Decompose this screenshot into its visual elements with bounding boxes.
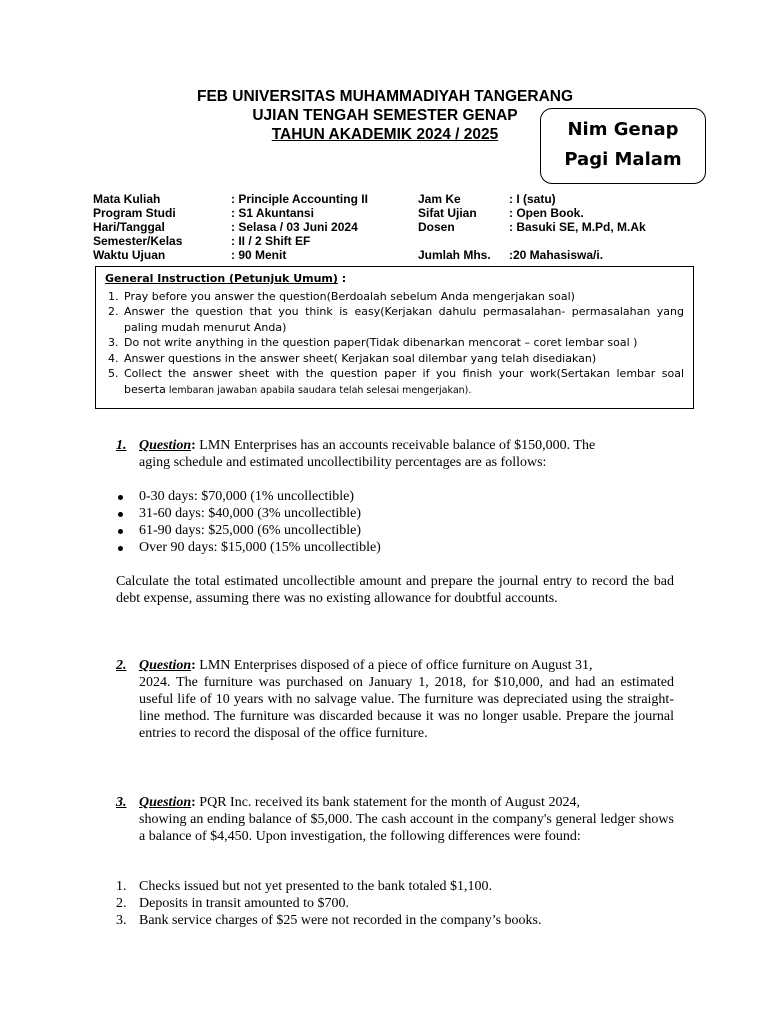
- question-text: LMN Enterprises disposed of a piece of office furniture on August 31,: [199, 658, 593, 673]
- instruction-item: [122, 366, 684, 398]
- list-item-text: Checks issued but not yet presented to the bank totaled $1,100.: [139, 879, 493, 894]
- question-text-cont: 2024. The furniture was purchased on January 1, 2018, for $10,000, and had an estimated useful life of 10 years with no salvage value. The furniture was depreciated using the straight-line method. The furniture was discarded because it was no longer usable. Prepare the journal entries to record the disposal of the office furniture.: [139, 675, 674, 741]
- instructions-title-colon: :: [337, 272, 347, 285]
- meta-value: : 90 Menit: [231, 248, 287, 262]
- question-2: 2. Question: LMN Enterprises disposed of a piece of office furniture on August 31, 2024. The furniture was purchased on January 1, 2018, for $10,000, and had an estimated useful life of 10 years with no salvage value. The furniture was depreciated using the straight-line method. The furniture was discarded because it was no longer usable. Prepare the journal entries to record the disposal of the office furniture.: [116, 658, 674, 741]
- question-1-task: Calculate the total estimated uncollectible amount and prepare the journal entry to record the bad debt expense, assuming there was no existing allowance for doubtful accounts.: [116, 574, 674, 606]
- meta-value: : II / 2 Shift EF: [231, 234, 311, 248]
- meta-value: : S1 Akuntansi: [231, 206, 314, 220]
- meta-value: : I (satu): [509, 192, 556, 206]
- list-item: [116, 895, 676, 912]
- question-text: PQR Inc. received its bank statement for the month of August 2024,: [199, 795, 580, 810]
- meta-label: Sifat Ujian: [418, 206, 477, 220]
- meta-label: Jumlah Mhs.: [418, 248, 491, 262]
- instruction-item: 1. Pray before you answer the question(Berdoalah sebelum Anda mengerjakan soal): [122, 289, 684, 305]
- question-text-cont: showing an ending balance of $5,000. The cash account in the company's general ledger shows a balance of $4,450. Upon investigation, the following differences were found:: [139, 812, 674, 844]
- instruction-item-small-text: lembaran jawaban apabila saudara telah selesai mengerjakan).: [165, 384, 472, 396]
- question-3: 3. Question: PQR Inc. received its bank statement for the month of August 2024, showing an ending balance of $5,000. The cash account in the company's general ledger shows a balance of $4,450. Upon investigation, the following differences were found:: [116, 795, 674, 844]
- question-label: Question: [139, 658, 192, 673]
- question-number: 3.: [116, 795, 127, 810]
- meta-label: Program Studi: [93, 206, 176, 220]
- list-item: [116, 878, 676, 895]
- academic-year: TAHUN AKADEMIK 2024 / 2025: [271, 126, 499, 143]
- nim-line1: Nim Genap: [567, 119, 679, 140]
- meta-label: Mata Kuliah: [93, 192, 161, 206]
- list-item: Over 90 days: $15,000 (15% uncollectible): [116, 539, 676, 556]
- aging-schedule-list: [116, 488, 676, 556]
- instruction-item-text: Collect the answer sheet with the question paper if you finish your work(Sertakan lembar soal beserta: [124, 367, 684, 396]
- meta-value: : Open Book.: [509, 206, 584, 220]
- list-item: 61-90 days: $25,000 (6% uncollectible): [116, 522, 676, 539]
- meta-label: Dosen: [418, 220, 455, 234]
- meta-label: Waktu Ujuan: [93, 248, 166, 262]
- meta-label: Semester/Kelas: [93, 234, 183, 248]
- instruction-item: 4. Answer questions in the answer sheet( Kerjakan soal dilembar yang telah disediakan): [122, 351, 684, 367]
- meta-row: [93, 206, 653, 220]
- meta-label: Jam Ke: [418, 192, 461, 206]
- list-item: 0-30 days: $70,000 (1% uncollectible): [116, 488, 676, 505]
- meta-value: : Basuki SE, M.Pd, M.Ak: [509, 220, 646, 234]
- exam-meta-table: [93, 192, 653, 262]
- list-item-number: 1.: [116, 879, 127, 894]
- list-item: 31-60 days: $40,000 (3% uncollectible): [116, 505, 676, 522]
- list-item-number: 3.: [116, 913, 127, 928]
- question-text: LMN Enterprises has an accounts receivable balance of $150,000. The: [199, 438, 596, 453]
- meta-row: [93, 192, 653, 206]
- general-instructions-box: [95, 266, 694, 409]
- university-title: FEB UNIVERSITAS MUHAMMADIYAH TANGERANG: [196, 88, 574, 105]
- meta-label: Hari/Tanggal: [93, 220, 165, 234]
- meta-row: [93, 248, 653, 262]
- meta-row: [93, 234, 653, 248]
- list-item-text: Deposits in transit amounted to $700.: [139, 896, 349, 911]
- list-item-text: Bank service charges of $25 were not recorded in the company’s books.: [139, 913, 542, 928]
- meta-row: [93, 220, 653, 234]
- instructions-title-text: General Instruction (Petunjuk Umum): [105, 272, 338, 285]
- question-1: 1. Question: LMN Enterprises has an accounts receivable balance of $150,000. The aging schedule and estimated uncollectibility percentages are as follows:: [116, 437, 674, 471]
- meta-value: : Principle Accounting II: [231, 192, 368, 206]
- instructions-title: [105, 271, 684, 287]
- question-number: 2.: [116, 658, 127, 673]
- question-label: Question: [139, 795, 192, 810]
- nim-line2: Pagi Malam: [564, 149, 682, 170]
- question-number: 1.: [116, 438, 127, 453]
- instruction-item: 2. Answer the question that you think is easy(Kerjakan dahulu permasalahan- permasalahan yang paling mudah menurut Anda): [122, 304, 684, 335]
- question-label: Question: [139, 438, 192, 453]
- instructions-list: [105, 289, 684, 399]
- list-item: [116, 912, 676, 929]
- meta-value: :20 Mahasiswa/i.: [509, 248, 604, 262]
- exam-title: UJIAN TENGAH SEMESTER GENAP: [252, 107, 518, 124]
- differences-list: [116, 878, 676, 929]
- instruction-item: 3. Do not write anything in the question paper(Tidak dibenarkan mencorat – coret lembar soal ): [122, 335, 684, 351]
- nim-box: [540, 108, 706, 184]
- list-item-number: 2.: [116, 896, 127, 911]
- question-text-cont: aging schedule and estimated uncollectibility percentages are as follows:: [139, 455, 547, 470]
- meta-value: : Selasa / 03 Juni 2024: [231, 220, 358, 234]
